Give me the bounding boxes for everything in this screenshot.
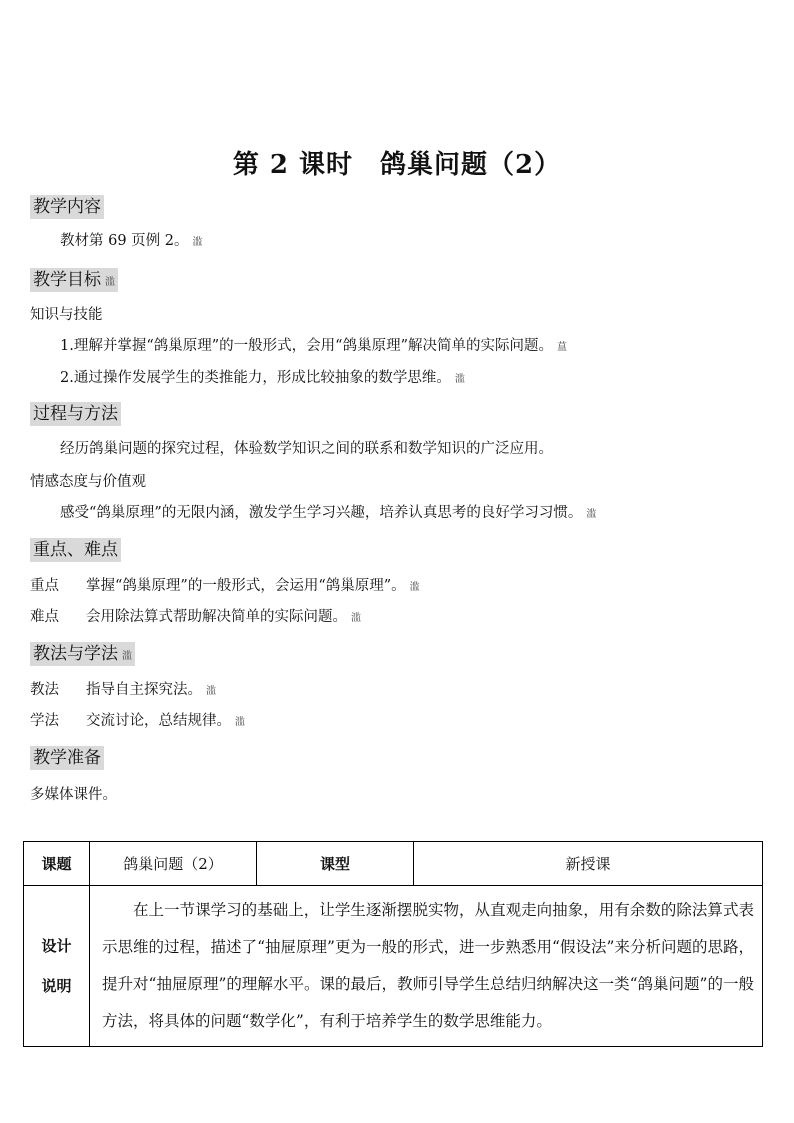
content-text [60, 230, 203, 254]
knowledge-text-1: 1.理解并掌握“鸽巢原理”的一般形式，会用“鸽巢原理”解决简单的实际问题。 [60, 338, 553, 354]
section-heading-prep [30, 746, 104, 770]
mark: 滥 [351, 613, 361, 624]
teach-label: 教法 [30, 682, 59, 698]
table-row [24, 886, 763, 1047]
heading-text: 重点、难点 [33, 540, 118, 560]
knowledge-item-2 [60, 367, 465, 391]
page-title: 第 2 课时 鸽巢问题（2） [232, 150, 562, 180]
mark: 滥 [586, 509, 597, 520]
design-label-line-1: 设计 [41, 937, 72, 955]
difficult-text: 会用除法算式帮助解决简单的实际问题。 [86, 609, 347, 625]
learn-label: 学法 [30, 713, 59, 729]
attitude-body: 感受“鸽巢原理”的无限内涵，激发学生学习兴趣，培养认真思考的良好学习习惯。 [60, 505, 583, 521]
heading-text: 过程与方法 [33, 404, 118, 424]
section-heading-content [30, 195, 104, 219]
mark: 滥 [454, 374, 465, 385]
topic-value-cell: 鸽巢问题（2） [90, 842, 257, 886]
difficult-label: 难点 [30, 609, 59, 625]
learn-method-row [30, 710, 245, 734]
content-body: 教材第 69 页例 2。 [60, 233, 189, 249]
heading-text: 教法与学法 [33, 644, 118, 664]
design-label-cell [24, 886, 90, 1047]
mark: 滥 [235, 717, 245, 728]
mark: 滥 [122, 651, 132, 662]
section-heading-key-points [30, 538, 121, 562]
teach-text: 指导自主探究法。 [86, 682, 202, 698]
design-label-line-2: 说明 [41, 977, 72, 995]
key-label: 重点 [30, 578, 59, 594]
attitude-text [60, 502, 596, 526]
difficult-point-row [30, 606, 361, 630]
mark: 滥 [192, 237, 203, 248]
mark: 滥 [105, 277, 115, 288]
knowledge-text-2: 2.通过操作发展学生的类推能力，形成比较抽象的数学思维。 [60, 370, 451, 386]
knowledge-label: 知识与技能 [30, 307, 103, 323]
design-text: 在上一节课学习的基础上，让学生逐渐摆脱实物，从直观走向抽象，用有余数的除法算式表示思维的过程，描述了“抽屉原理”更为一般的形式，进一步熟悉用“假设法”来分析问题的思路，提升对“抽屉原理”的理解水平。课的最后，教师引导学生总结归纳解决这一类“鸽巢问题”的一般方法，将具体的问题“数学化”，有利于培养学生的数学思维能力。 [102, 901, 754, 1030]
prep-text: 多媒体课件。 [30, 787, 117, 803]
heading-text: 教学内容 [33, 197, 101, 217]
design-text-cell [90, 886, 763, 1047]
section-heading-methods [30, 642, 135, 666]
table-row [24, 842, 763, 886]
section-heading-process [30, 402, 121, 426]
learn-text: 交流讨论，总结规律。 [86, 713, 231, 729]
heading-text: 教学目标 [33, 270, 101, 290]
process-text: 经历鸽巢问题的探究过程，体验数学知识之间的联系和数学知识的广泛应用。 [60, 441, 553, 457]
type-value-cell: 新授课 [414, 842, 763, 886]
mark: 蒀 [556, 342, 567, 353]
mark: 滥 [409, 582, 420, 593]
heading-text: 教学准备 [33, 748, 101, 768]
knowledge-item-1 [60, 335, 567, 359]
key-point-row [30, 575, 420, 599]
lesson-info-table [23, 841, 763, 1047]
key-text: 掌握“鸽巢原理”的一般形式，会运用“鸽巢原理”。 [86, 578, 406, 594]
topic-label-cell: 课题 [24, 842, 90, 886]
attitude-label: 情感态度与价值观 [30, 474, 146, 490]
section-heading-goals [30, 268, 118, 292]
teach-method-row [30, 679, 216, 703]
mark: 滥 [206, 686, 216, 697]
type-label-cell: 课型 [257, 842, 414, 886]
